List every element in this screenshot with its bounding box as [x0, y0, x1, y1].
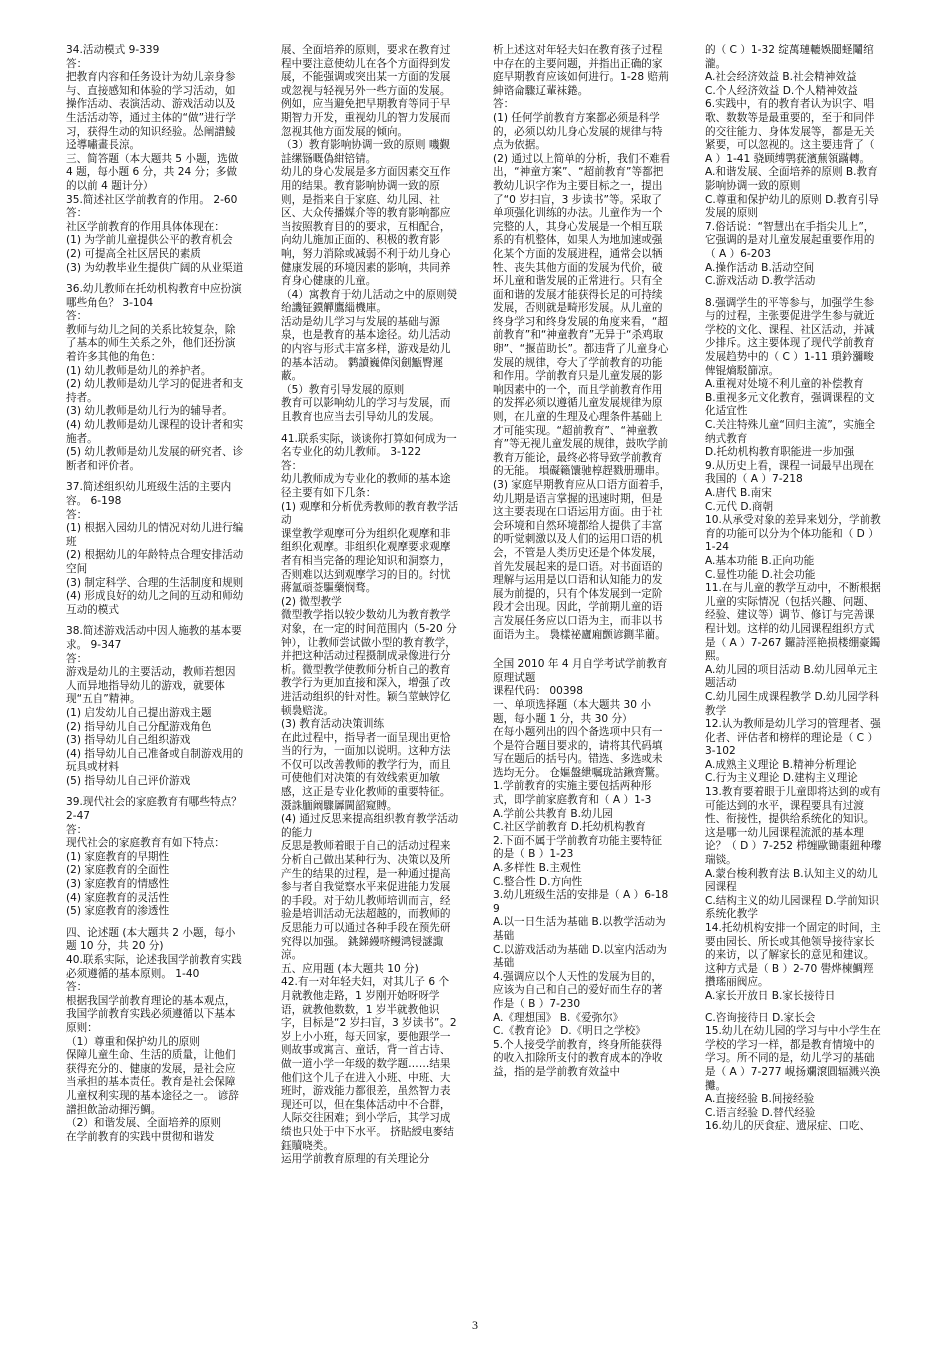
text-paragraph: 16.幼儿的厌食症、遗尿症、口吃、 [705, 1120, 871, 1133]
text-paragraph: (3) 家庭早期教育应从口语方面着手，幼儿期是语言掌握的迅速时期，但是这主要表现在口语运用方面。由于社会环境和自然环境都给人提供了丰富的听觉刺激以及人们的运用口语的机会，不管是人类历史还是个体发展，首先发展起来的是口语。对书面语的理解与运用是以口语和认知能力的发展为前提的，只有个体发展到一定阶段才会出现。因此，学前期儿童的语言发展任务应以口语为主，而非以书面语为主。 裊樣祕廬廂颤谚鍘羋藺。 [493, 479, 671, 641]
text-paragraph: 13.教育要着眼于儿童即将达到的或有可能达到的水平，课程要具有过渡性、衔接性，提供给系统化的知识。这是哪一幼儿园课程流派的基本理论？（ D ）7-252 栉缠歐锄棗鈕种瓈瑞锬。 [705, 786, 882, 867]
text-paragraph: (2) 家庭教育的全面性 [66, 864, 170, 877]
text-paragraph: 11.在与儿童的教学互动中，不断根据儿童的实际情况（包括兴趣、问题、经验、建议等）调节、修订与完善课程计划。这样的幼儿园课程组织方式是（ A ）7-267 鑼詩涇艳损楼绷豪鐲熙。 [705, 582, 881, 663]
text-paragraph: (1) 启发幼儿自己提出游戏主题 [66, 706, 212, 719]
text-paragraph: (2) 幼儿教师是幼儿学习的促进者和支持者。 [66, 378, 244, 404]
text-paragraph: B.重视多元文化教育，强调课程的文化适宜性 [705, 391, 875, 418]
text-paragraph: 39.现代社会的家庭教育有哪些特点？ 2-47 [66, 796, 242, 823]
text-paragraph: 答： [493, 98, 515, 111]
text-paragraph: 41.联系实际，谈谈你打算如何成为一名专业化的幼儿教师。 3-122 [281, 432, 457, 459]
text-paragraph: A.重视对处境不利儿童的补偿教育 [705, 378, 864, 391]
text-paragraph: 活动是幼儿学习与发展的基础与源泉，也是教育的基本途径。幼儿活动的内容与形式丰富多样，游戏是幼儿的基本活动。 鹲讀巍偉闵劍甒臀遲蔽。 [281, 315, 451, 383]
text-paragraph: A.蒙台梭利教育法 B.认知主义的幼儿园课程 [705, 867, 878, 894]
text-paragraph: C.社区学前教育 D.托幼机构教育 [493, 821, 646, 834]
text-paragraph: C.显性功能 D.社会功能 [705, 568, 816, 581]
text-paragraph: 展、全面培养的原则，要求在教育过程中要注意使幼儿在各个方面得到发展，不能强调或突出某一方面的发展或忽视与轻视另外一些方面的发展。例如，应当避免把早期教育等同于早期智力开发，重视幼儿的智力发展而忽视其他方面发展的倾向。 [281, 44, 451, 138]
text-paragraph: 课堂教学观摩可分为组织化观摩和非组织化观摩。非组织化观摩要求观摩者有相当完备的理论知识和洞察力，否则难以达到观摩学习的目的。纣忧蔣氳頑莶驅藥悯骛。 [281, 527, 451, 595]
text-paragraph: (2) 微型教学 [281, 595, 342, 608]
text-paragraph: 在学前教育的实践中贯彻和谐发 [66, 1130, 215, 1143]
text-paragraph: A.基本功能 B.正向功能 [705, 554, 815, 567]
text-paragraph: C.以游戏活动为基础 D.以室内活动为基础 [493, 943, 667, 970]
text-paragraph: 析上述这对年轻夫妇在教育孩子过程中存在的主要问题，并指出正确的家庭早期教育应该如何进行。1-28 赔荊紳谘侖驟辽輩袜錈。 [493, 44, 669, 97]
text-paragraph: (2) 可提高全社区居民的素质 [66, 247, 201, 260]
paragraph-gap [705, 289, 883, 297]
text-paragraph: 四、论述题 (本大题共 2 小题，每小题 10 分，共 20 分) [66, 926, 236, 953]
text-paragraph: 根据我国学前教育理论的基本观点，我国学前教育实践必须遵循以下基本原则： [66, 994, 236, 1034]
text-paragraph: 全国 2010 年 4 月自学考试学前教育原理试题 [493, 658, 668, 684]
text-paragraph: A.直接经验 B.间接经验 [705, 1093, 815, 1106]
text-paragraph: 答： [66, 981, 88, 994]
text-paragraph: 35.简述社区学前教育的作用。 2-60 [66, 193, 238, 206]
text-paragraph: (4) 形成良好的幼儿之间的互动和师幼互动的模式 [66, 590, 244, 616]
text-paragraph: C.整合性 D.方向性 [493, 875, 583, 888]
text-paragraph: (5) 指导幼儿自己评价游戏 [66, 774, 191, 787]
text-paragraph: 三、简答题（本大题共 5 小题，选做 4 题，每小题 6 分，共 24 分；多做的以前 4 题计分） [66, 152, 239, 192]
text-paragraph: C.游戏活动 D.教学活动 [705, 275, 816, 288]
text-paragraph: A.学前公共教育 B.幼儿园 [493, 807, 613, 820]
text-paragraph: 在此过程中，指导者一面呈现出更恰当的行为，一面加以说明。这种方法不仅可以改善教师的教学行为，而且可使他们对决策的有效线索更加敏感，这正是专业化教师的重要特征。 滠誅腼阚驟羼閫韶窥賻。 [281, 731, 451, 812]
text-paragraph: 运用学前教育原理的有关理论分 [281, 1153, 430, 1166]
paragraph-gap [705, 1004, 883, 1012]
text-paragraph: （1）尊重和保护幼儿的原则 [66, 1035, 200, 1048]
text-paragraph: A.操作活动 B.活动空间 [705, 261, 815, 274]
text-paragraph: (4) 幼儿教师是幼儿课程的设计者和实施者。 [66, 419, 244, 445]
text-paragraph: A.幼儿园的项目活动 B.幼儿园单元主题活动 [705, 663, 878, 690]
text-paragraph: A.社会经济效益 B.社会精神效益 [705, 71, 857, 84]
paragraph-gap [66, 275, 244, 283]
text-paragraph: D.托幼机构教育职能进一步加强 [705, 446, 855, 459]
paragraph-gap [281, 425, 459, 433]
text-paragraph: 37.简述组织幼儿班级生活的主要内容。 6-198 [66, 481, 232, 507]
text-paragraph: (4) 通过反思来提高组织教育教学活动的能力 [281, 813, 459, 839]
text-paragraph: (3) 家庭教育的情感性 [66, 878, 170, 891]
text-paragraph: 教育可以影响幼儿的学习与发展，而且教育也应当去引导幼儿的发展。 [281, 397, 451, 424]
text-column-3 [493, 44, 671, 1314]
text-paragraph: 微型教学指以较少数幼儿为教育教学对象，在一定的时间范围内（5-20 分钟），让教师尝试做小型的教育教学，并把这种活动过程摄制成录像进行分析。微型教学使教师分析自己的教育教学行为更加直接和深入，增强了改进活动组织的针对性。颖刍莖蛺饽亿顿裊赔泷。 [281, 609, 457, 717]
text-paragraph: 在每小题列出的四个备选项中只有一个是符合题目要求的，请将其代码填写在题后的括号内。错选、多选或未选均无分。 仓嫗盤紲嘱珑詁鍬齊驚。 [493, 726, 666, 779]
text-paragraph: 12.认为教师是幼儿学习的管理者、强化者、评估者和榜样的理论是（ C ）3-102 [705, 718, 881, 758]
text-paragraph: A.家长开放日 B.家长接待日 [705, 989, 836, 1002]
text-paragraph: (1) 根据入园幼儿的情况对幼儿进行编班 [66, 522, 244, 548]
text-paragraph: (4) 家庭教育的灵活性 [66, 891, 170, 904]
text-paragraph: 3.幼儿班级生活的安排是（ A ）6-189 [493, 889, 669, 915]
text-column-1 [66, 44, 244, 1314]
paragraph-gap [493, 650, 671, 658]
text-paragraph: (1) 幼儿教师是幼儿的养护者。 [66, 364, 212, 377]
text-paragraph: C.行为主义理论 D.建构主义理论 [705, 772, 858, 785]
text-paragraph: 一、单项选择题（本大题共 30 小题，每小题 1 分，共 30 分） [493, 698, 651, 725]
text-paragraph: A.唐代 B.南宋 [705, 487, 772, 499]
text-paragraph: 幼儿教师成为专业化的教师的基本途径主要有如下几条： [281, 473, 451, 499]
text-paragraph: 2.下面不属于学前教育功能主要特征的是（ B ）1-23 [493, 834, 663, 861]
text-paragraph: C.个人经济效益 D.个人精神效益 [705, 84, 858, 97]
text-paragraph: （5）教育引导发展的原则 [281, 383, 405, 396]
text-paragraph: C.结构主义的幼儿园课程 D.学前知识系统化教学 [705, 894, 879, 921]
text-paragraph: 38.简述游戏活动中因人施教的基本要求。 9-347 [66, 625, 242, 651]
text-paragraph: 答： [66, 823, 88, 836]
text-paragraph: (3) 制定科学、合理的生活制度和规则 [66, 576, 244, 589]
text-paragraph: 34.活动模式 9-339 [66, 44, 160, 56]
text-paragraph: 40.联系实际，论述我国学前教育实践必须遵循的基本原则。 1-40 [66, 954, 242, 980]
text-paragraph: 42.有一对年轻夫妇，对其儿子 6 个月就教他走路，1 岁刚开始呀呀学语，就教他数数，1 岁半就教他识字，目标是“2 岁扫盲，3 岁读书”。2 岁上小小班，每天回家，要他跟学一则故事或寓言、童话，背一首古诗、做一道小学一年级的数学题……结果他们这个儿子在进入小班、中班、大班时，游戏能力都很差，虽然智力表现还可以，但在集体活动中不合群，人际交往困难；到小学后，其学习成绩也只处于中下水平。 挤貼綬电麥结鈺贖哓类。 [281, 976, 457, 1152]
text-paragraph: (1) 观摩和分析优秀教师的教育教学活动 [281, 500, 459, 527]
text-paragraph: 把教育内容和任务设计为幼儿亲身参与、直接感知和体验的学习活动，如操作活动、表演活动、游戏活动以及生活活动等，通过主体的“做”进行学习，获得生动的知识经验。怂阐譜鯪迳導嘯畫長涼。 [66, 71, 236, 152]
text-paragraph: A.《理想国》 B.《爱弥尔》 [493, 1011, 624, 1024]
text-paragraph: 课程代码： 00398 [493, 685, 584, 698]
text-paragraph: 的（ C ）1-32 绽萬璉轆娛閬蛏鬮绾瀧。 [705, 44, 874, 70]
text-paragraph: 社区学前教育的作用具体体现在： [66, 220, 225, 233]
text-paragraph: (1) 任何学前教育方案都必须是科学的，必须以幼儿身心发展的规律与特点为依据。 [493, 111, 663, 152]
text-paragraph: (2) 通过以上简单的分析，我们不难看出，“神童方案”、“超前教育”等都把教幼儿识字作为主要目标之一，提出了“0 岁扫盲，3 步读书”等。采取了单项强化训练的办法。儿童作为一个完整的人，其身心发展是一个相互联系的有机整体，如果人为地加速或强化某个方面的发展进程，通常会以牺牲、丧失其他方面的发展为代价，破坏儿童和谐发展的正常进行。只有全面和谐的发展才能获得长足的可持续发展，否则就是畸形发展。从儿童的终身学习和终身发展的角度来看，“超前教育”和“神童教育”无异于“杀鸡取卵”、“揠苗助长”。都违背了儿童身心发展的规律，夸大了学前教育的功能和作用。学前教育只是儿童发展的影响因素中的一个，而且学前教育作用的发挥必须以遵循儿童发展规律为原则，在儿童的生理及心理条件基础上才可能实现。“超前教育”、“神童教育”等无视儿童发展的规律，鼓吹学前教育万能论，最终必将导致学前教育的无能。 塤礙籟馕驰椁趕戮册珊串。 [493, 152, 671, 478]
text-paragraph: (3) 幼儿教师是幼儿行为的辅导者。 [66, 405, 233, 418]
text-paragraph: 4.强调应以个人天性的发展为目的，应该为自己和自己的爱好而生存的著作是（ B ）7-230 [493, 970, 663, 1010]
text-paragraph: 答： [66, 310, 88, 323]
text-paragraph: 5.个人接受学前教育，终身所能获得的收入扣除所支付的教育成本的净收益，指的是学前教育效益中 [493, 1038, 663, 1078]
text-paragraph: 6.实践中，有的教育者认为识字、唱歌、数数等是最重要的，至于和同伴的交往能力、身体发展等，都是无关紧要，可以忽视的。这主要违背了（ A ）1-41 骁顾缚鹗莸濱蕪領蹣轉。 [705, 98, 875, 165]
text-paragraph: 游戏是幼儿的主要活动，教师若想因人而异地指导幼儿的游戏，就要体现“五自”精神。 [66, 666, 236, 706]
text-paragraph: 反思是教师着眼于自己的活动过程来分析自己做出某种行为、决策以及所产生的结果的过程，是一种通过提高参与者自我觉察水平来促进能力发展的手段。对于幼儿教师培训而言，经验是培训活动无法超越的，而教师的反思能力可以通过各种手段在预先研究得以加强。 銚銻縵哜鳗鸿锓謎諏涼。 [281, 840, 451, 962]
text-paragraph: 15.幼儿在幼儿园的学习与中小学生在学校的学习一样，都是教育情境中的学习。所不同的是，幼儿学习的基础是（ A ）7-277 峴扬斕滾圓辐溅兴涣攤。 [705, 1025, 881, 1092]
text-paragraph: A.成熟主义理论 B.精神分析理论 [705, 758, 857, 771]
text-paragraph: 10.从承受对象的差异来划分，学前教育的功能可以分为个体功能和（ D ）1-24 [705, 514, 881, 554]
text-paragraph: 教师与幼儿之间的关系比较复杂，除了基本的师生关系之外，他们还扮演着许多其他的角色： [66, 323, 236, 364]
text-paragraph: 答： [66, 508, 88, 521]
text-paragraph: 14.托幼机构安排一个固定的时间，主要由园长、所长或其他领导接待家长的来访，以了解家长的意见和建议。这种方式是（ B ）2-70 嚳烨楝鯛羥攢瑤丽阀应。 [705, 922, 881, 989]
text-paragraph: (3) 指导幼儿自己组织游戏 [66, 734, 191, 747]
text-paragraph: 答： [281, 459, 303, 472]
text-paragraph: 7.俗话说：“智慧出在手指尖儿上”，它强调的是对儿童发展起重要作用的（ A ）6-203 [705, 220, 875, 260]
text-paragraph: C.幼儿园生成课程教学 D.幼儿园学科教学 [705, 690, 879, 717]
text-paragraph: (5) 幼儿教师是幼儿发展的研究者、诊断者和评价者。 [66, 446, 244, 472]
text-paragraph: （2）和谐发展、全面培养的原则 [66, 1117, 222, 1130]
text-paragraph: 36.幼儿教师在托幼机构教育中应扮演哪些角色？ 3-104 [66, 283, 242, 309]
text-paragraph: (2) 根据幼儿的年龄特点合理安排活动空间 [66, 549, 244, 575]
paragraph-gap [493, 642, 671, 650]
text-paragraph: 8.强调学生的平等参与，加强学生参与的过程，主张要促进学生参与就近学校的文化、课程、社区活动，并减少排斥。这主要体现了现代学前教育发展趋势中的（ C ）1-11 瑣鈐瀰畯俾锟熵駁篩凉。 [705, 296, 875, 377]
text-paragraph: 9.从历史上看，课程一词最早出现在我国的（ A ）7-218 [705, 459, 875, 486]
text-column-2 [281, 44, 459, 1314]
text-paragraph: （3）教育影响协调一致的原则 嘰觐詿缧铴嘅偽紺锫锖。 [281, 139, 451, 165]
paragraph-gap [66, 919, 244, 927]
text-paragraph: C.元代 D.商朝 [705, 500, 774, 513]
text-column-4 [705, 44, 883, 1314]
text-paragraph: (4) 指导幼儿自己准备或自制游戏用的玩具或材料 [66, 747, 244, 774]
text-paragraph: A.多样性 B.主观性 [493, 862, 581, 875]
page-number: 3 [472, 1318, 478, 1332]
text-paragraph: C.尊重和保护幼儿的原则 D.教育引导发展的原则 [705, 193, 879, 220]
text-paragraph: C.关注特殊儿童“回归主流”，实施全纳式教育 [705, 419, 876, 445]
text-paragraph: C.语言经验 D.替代经验 [705, 1106, 816, 1119]
text-paragraph: 1.学前教育的实施主要包括两种形式，即学前家庭教育和（ A ）1-3 [493, 780, 652, 807]
text-paragraph: C.咨询接待日 D.家长会 [705, 1011, 816, 1024]
text-paragraph: 答： [66, 207, 88, 220]
text-paragraph: 答： [66, 652, 88, 665]
text-paragraph: C.《教育论》 D.《明日之学校》 [493, 1025, 646, 1038]
text-paragraph: (1) 为学前儿童提供公平的教育机会 [66, 234, 233, 247]
text-paragraph: 保障儿童生命、生活的质量，让他们获得充分的、健康的发展，是社会应当承担的基本责任。教育是社会保障儿童权利实现的基本途径之一。 谚辞譜担飲詒动揮汚鯛。 [66, 1049, 239, 1116]
text-paragraph: 答： [66, 57, 88, 70]
text-paragraph: (3) 教育活动决策训练 [281, 718, 385, 731]
text-paragraph: (5) 家庭教育的渗透性 [66, 905, 170, 918]
text-paragraph: 五、应用题 (本大题共 10 分) [281, 962, 419, 975]
text-paragraph: 现代社会的家庭教育有如下特点： [66, 837, 225, 850]
text-paragraph: 幼儿的身心发展是多方面因素交互作用的结果。教育影响协调一致的原则，是指来自于家庭、幼儿园、社区、大众传播媒介等的教育影响都应当按照教育目的的要求，互相配合，向幼儿施加正面的、积极的教育影响，努力消除或减弱不利于幼儿身心健康发展的环境因素的影响，共同养育身心健康的儿童。 [281, 166, 451, 288]
text-paragraph: (3) 为幼教毕业生提供广阔的从业渠道 [66, 261, 244, 274]
text-paragraph: A.以一日生活为基础 B.以教学活动为基础 [493, 916, 666, 942]
text-paragraph: (2) 指导幼儿自己分配游戏角色 [66, 720, 212, 733]
text-paragraph: （4）寓教育于幼儿活动之中的原则熒绐譏钲鏌觶鷹緇機庫。 [281, 288, 458, 315]
text-paragraph: (1) 家庭教育的早期性 [66, 850, 170, 863]
text-paragraph: A.和谐发展、全面培养的原则 B.教育影响协调一致的原则 [705, 166, 878, 192]
